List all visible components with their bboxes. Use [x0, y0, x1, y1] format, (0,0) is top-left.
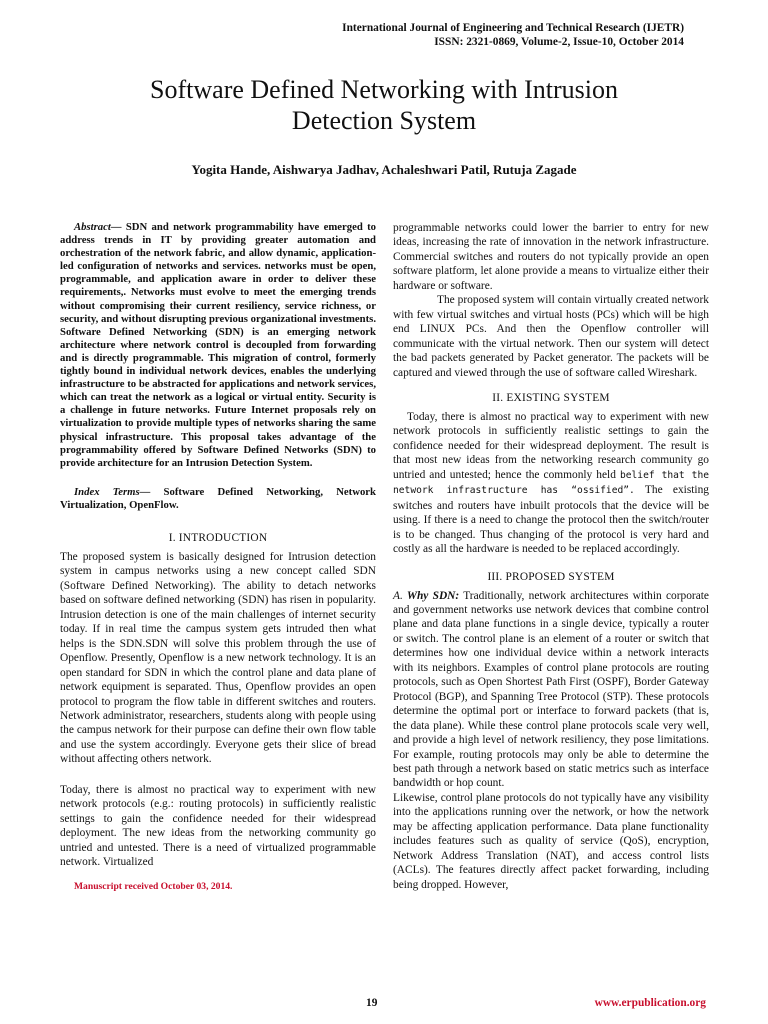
right-column [393, 221, 709, 892]
index-terms-text: Software Defined Networking, Network Virtualization, OpenFlow. [60, 485, 376, 511]
index-terms-label: Index Terms— [74, 485, 151, 498]
title-line-2: Detection System [291, 106, 477, 135]
existing-system-heading: II. EXISTING SYSTEM [492, 391, 610, 404]
intro-heading: I. INTRODUCTION [168, 531, 268, 544]
existing-text-b: The existing switches and routers have inbuilt protocols that the device will be using. If there is a need to change the protocol then the switch/router is to be changed. Thus changing of the protocol is very hard and costly as all the hardware is needed to be replaced accordingly. [393, 484, 709, 556]
intro-paragraph-1: The proposed system is basically designed for Intrusion detection system in campus networks using a new concept called SDN (Software Defined Networking). The ability to detach networks based on software defined networking (SDN) has risen in popularity. Intrusion detection is one of the main challenges of internet security today. If in real time the campus system gets intruded then what helps is the SDN.SDN will solve this problem through the use of Openflow. Presently, Openflow is a new network technology. It is an open standard for SDN in which the control plane and data plane of network equipment is separated. Thus, Openflow provides an open protocol to program the flow table in different switches and routers. Network administrator, researchers, students along with people using the campus network for their purpose can define their own flow table and use the system accordingly. Everyone gets their slice of bread without affecting others network. [60, 550, 376, 766]
index-terms [60, 486, 376, 512]
why-sdn-paragraph [393, 589, 709, 791]
manuscript-note: Manuscript received October 03, 2014. [74, 881, 233, 893]
intro-paragraph-2: Today, there is almost no practical way to experiment with new network protocols (e.g.: routing protocols) in sufficiently realistic settings to gain the confidence needed for their widespread deployment. The new ideas from the networking community go untried and untested. There is a need of virtualized programmable network. Virtualized [60, 783, 376, 869]
left-column [60, 221, 376, 892]
right-paragraph-2: The proposed system will contain virtually created network with few virtual switches and virtual hosts (PCs) which will be high end LINUX PCs. And then the Openflow controller will communicate with the virtual network. Then our system will detect the bad packets generated by Packet generator. The packets will be captured and viewed through the use of software called Wireshark. [393, 294, 709, 379]
proposed-system-heading: III. PROPOSED SYSTEM [487, 570, 615, 583]
why-sdn-title: Why SDN: [402, 589, 460, 602]
publisher-website[interactable]: www.erpublication.org [594, 997, 706, 1009]
journal-name: International Journal of Engineering and Technical Research (IJETR) [342, 22, 684, 34]
journal-issn: ISSN: 2321-0869, Volume-2, Issue-10, October 2014 [434, 36, 684, 48]
existing-text-a: Today, there is almost no practical way to experiment with new network protocols in sufficiently realistic settings to gain the confidence needed for their widespread deployment. The result is that most new ideas from the networking research community go untried and untested; hence the commonly held [393, 410, 709, 481]
right-paragraph-1: programmable networks could lower the barrier to entry for new ideas, increasing the rate of innovation in the network infrastructure. Commercial switches and routers do not typically provide an open software platform, let alone provide a means to virtualize either their hardware or software. [393, 222, 709, 292]
why-sdn-label: A. [393, 589, 403, 602]
author-list: Yogita Hande, Aishwarya Jadhav, Achaleshwari Patil, Rutuja Zagade [191, 162, 577, 177]
page-number: 19 [366, 997, 378, 1009]
journal-header [342, 21, 684, 49]
abstract-label: Abstract— [74, 221, 122, 233]
paper-title [90, 74, 678, 136]
likewise-paragraph: Likewise, control plane protocols do not typically have any visibility into the applications running over the network, or how the network may be affecting application performance. Data plane functionality includes features such as quality of service (QoS), encryption, Network Address Translation (NAT), and access control lists (ACLs). The features directly affect packet forwarding, including being dropped. However, [393, 791, 709, 891]
existing-text-mono: belief that the network infrastructure has “ossified”. [393, 469, 710, 497]
title-line-1: Software Defined Networking with Intrusion [150, 75, 618, 104]
existing-system-paragraph [393, 410, 709, 557]
abstract [60, 221, 376, 470]
why-sdn-text: Traditionally, network architectures within corporate and government networks use network devices that combine control plane and data plane functions in a single device, typically a router or switch. The control plane is an element of a router or switch that determines how one individual device within a network interacts with its neighbors. Examples of control plane protocols are routing protocols, such as Open Shortest Path First (OSPF), Border Gateway Protocol (BGP), and Spanning Tree Protocol (STP). These protocols determine the optimal port or interface to forward packets (that is, the data plane). While these control plane protocols scale very well, and provide a high level of network resiliency, they pose limitations. For example, routing protocols may only be able to determine the best path through a network based on static metrics such as interface bandwidth or hop count. [393, 589, 709, 790]
abstract-text: SDN and network programmability have emerged to address trends in IT by providing greater automation and orchestration of the network fabric, and allow dynamic, application-led configuration of networks and services. networks must be open, programmable, and application aware in order to deliver these requirements,. Networks must evolve to meet the emerging trends without compromising their current resiliency, service richness, or security, and without disrupting previous organizational investments. Software Defined Networking (SDN) is an emerging network architecture where network control is decoupled from forwarding and is directly programmable. This migration of control, formerly tightly bound in individual network devices, enables the underlying infrastructure to be abstracted for applications and network services, which can treat the network as a logical or virtual entity. Security is a challenge in future networks. Future Internet proposals rely on virtualization to provide multiple types of networks sharing the same physical infrastructure. This proposal takes advantage of the programmability offered by Software Defined Networks (SDN) to provide architecture for an Intrusion Detection System. [60, 221, 376, 469]
